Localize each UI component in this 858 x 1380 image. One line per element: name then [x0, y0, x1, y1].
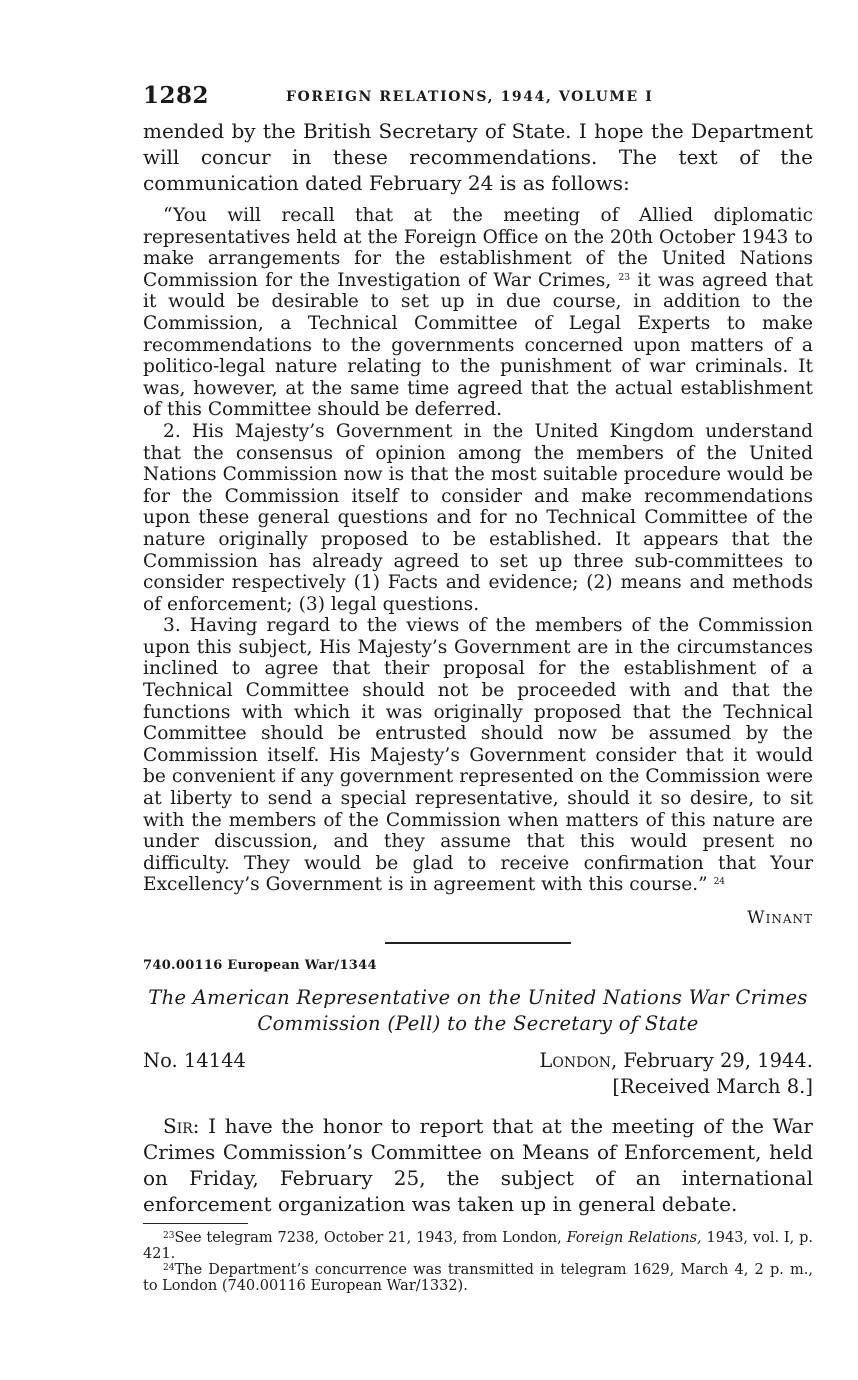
- footnote-ref-24[interactable]: 24: [713, 877, 726, 888]
- footnote-text: The Department’s concurrence was transmitted in telegram 1629, March 4, 2 p. m., to London (740.00116 European War/1332).: [143, 1261, 813, 1294]
- body-text: : I have the honor to report that at the meeting of the War Crimes Commission’s Committee on Means of Enforcement, held on Friday, February 25, the subject of an international enforcement organization was taken up in general debate.: [143, 1113, 813, 1216]
- received-date: [Received March 8.]: [612, 1074, 813, 1098]
- quote-paragraph-1: [143, 205, 813, 421]
- footnote-text-after: 1943, vol. I, p. 421.: [143, 1229, 814, 1262]
- place: London: [539, 1048, 612, 1072]
- quote-paragraph-2: 2. His Majesty’s Government in the United Kingdom understand that the consensus of opinion among the members of the United Nations Commission now is that the most suitable procedure would be for the Commission itself to consider and make recommendations upon these general questions and for no Technical Committee of the nature originally proposed to be established. It appears that the Commission has already agreed to set up three sub-committees to consider respectively (1) Facts and evidence; (2) means and methods of enforcement; (3) legal questions.: [143, 420, 813, 615]
- date: , February 29, 1944.: [611, 1048, 813, 1072]
- footnote-text: See telegram 7238, October 21, 1943, from London,: [174, 1229, 562, 1246]
- footnote-italic-title: Foreign Relations,: [566, 1229, 702, 1246]
- page-number: 1282: [143, 82, 210, 109]
- running-title: FOREIGN RELATIONS, 1944, VOLUME I: [286, 89, 654, 105]
- footnote-ref-23[interactable]: 23: [618, 272, 630, 283]
- lead-paragraph: mended by the British Secretary of State. I hope the Department will concur in these recommendations. The text of the communication dated February 24 is as follows:: [143, 119, 813, 195]
- footnotes: [143, 1230, 813, 1294]
- quote-paragraph-3: [143, 615, 813, 896]
- quoted-communication: [143, 205, 813, 896]
- quote-p1-text-after: it was agreed that it would be desirable to set up in due course, in addition to the Commission, a Technical Committee of Legal Experts to make recommendations to the governments concerned upon matters of a politico-legal nature relating to the punishment of war criminals. It was, however, at the same time agreed that the actual establishment of this Committee should be deferred.: [143, 269, 814, 421]
- place-and-date: [539, 1049, 813, 1072]
- dispatch-number: No. 14144: [143, 1048, 246, 1072]
- dateline: [143, 1049, 813, 1101]
- footnote-mark: 24: [163, 1262, 175, 1273]
- salutation: Sir: [163, 1113, 193, 1138]
- quote-p1-text-before: “You will recall that at the meeting of Allied diplomatic representatives held at the Foreign Office on the 20th October 1943 to make arrangements for the establishment of the United Nations Commission for the Investigation of War Crimes,: [143, 205, 813, 291]
- document-page: [143, 82, 813, 1294]
- footnote-mark: 23: [163, 1230, 175, 1241]
- document-title: The American Representative on the United Nations War Crimes Commission (Pell) to the Secretary of State: [148, 985, 808, 1035]
- footnote-23: [143, 1230, 813, 1262]
- body-paragraph: [143, 1113, 813, 1217]
- file-number: 740.00116 European War/1344: [143, 957, 377, 973]
- quote-p3-text: 3. Having regard to the views of the members of the Commission upon this subject, His Majesty’s Government are in the circumstances inclined to agree that their proposal for the establishment of a Technical Committee should not be proceeded with and that the functions with which it was originally proposed that the Technical Committee should be entrusted should now be assumed by the Commission itself. His Majesty’s Government consider that it would be convenient if any government represented on the Commission were at liberty to send a special representative, should it so desire, to sit with the members of the Commission when matters of this nature are under discussion, and they assume that this would present no difficulty. They would be glad to receive confirmation that Your Excellency’s Government is in agreement with this course.”: [143, 615, 813, 896]
- footnote-rule: [143, 1223, 248, 1224]
- signature: Winant: [747, 908, 813, 928]
- footnote-24: [143, 1262, 813, 1294]
- section-divider: [385, 942, 571, 944]
- running-header: [143, 82, 813, 118]
